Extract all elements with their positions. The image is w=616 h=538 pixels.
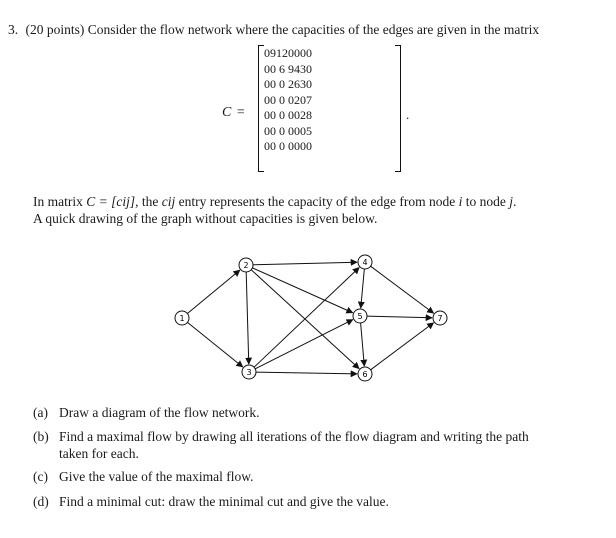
description-line-1: In matrix C = [cij], the cij entry represents the capacity of the edge from node i to node j. [33, 194, 517, 209]
matrix-cell: 9 [288, 61, 294, 76]
matrix-cell: 0 [288, 139, 294, 153]
flow-network-graph [170, 246, 460, 386]
matrix-cell: 0 [279, 92, 285, 107]
matrix-end-period: . [406, 107, 410, 122]
part-a: (a) Draw a diagram of the flow network. [33, 405, 260, 420]
part-d: (d) Find a minimal cut: draw the minimal cut and give the value. [33, 494, 389, 509]
matrix-row [264, 46, 312, 62]
matrix-cell: 0 [264, 139, 270, 153]
edge-6-7 [371, 323, 434, 370]
node-label: 6 [362, 370, 368, 379]
matrix-cell: 0 [270, 108, 276, 122]
edge-5-6 [361, 323, 365, 366]
matrix-cell: 0 [300, 92, 306, 107]
matrix-cell: 0 [270, 77, 276, 91]
matrix-cell: 6 [279, 61, 285, 76]
matrix-cell: 0 [264, 108, 270, 122]
matrix-cell: 2 [288, 77, 294, 91]
edge-4-5 [361, 269, 365, 308]
matrix-cell: 0 [288, 108, 294, 122]
matrix-cell: 0 [300, 123, 306, 138]
matrix-cell: 0 [279, 77, 285, 91]
node-label: 2 [243, 261, 249, 270]
matrix-row [264, 139, 312, 155]
part-b: (b) Find a maximal flow by drawing all iterations of the flow diagram and writing the path taken for each. [33, 429, 529, 461]
matrix-cell: 0 [279, 108, 285, 122]
graph-edges [187, 262, 433, 374]
question-number: 3. [8, 22, 19, 37]
matrix-cell: 0 [288, 46, 294, 60]
edge-5-7 [367, 316, 432, 318]
matrix-cell: 0 [264, 61, 270, 76]
matrix-cell: 0 [264, 123, 270, 138]
matrix-cell: 0 [288, 92, 294, 107]
node-1 [175, 311, 189, 325]
node-4 [358, 255, 372, 269]
matrix-cell: 12 [276, 46, 288, 60]
question-header [8, 22, 539, 38]
matrix-cell: 0 [270, 139, 276, 153]
matrix-cell: 0 [270, 92, 276, 107]
matrix-cell: 0 [306, 77, 312, 91]
matrix-cell: 6 [294, 77, 300, 91]
edge-1-2 [187, 270, 239, 313]
matrix-cell: 0 [270, 61, 276, 76]
edge-2-4 [253, 262, 357, 265]
matrix-right-bracket [395, 45, 401, 172]
matrix-cell: 3 [300, 61, 306, 76]
matrix-row [264, 62, 312, 78]
matrix-cell: 0 [300, 46, 306, 60]
matrix-cell: 0 [279, 123, 285, 138]
matrix-cell: 0 [264, 92, 270, 107]
edge-3-4 [254, 268, 359, 368]
edge-3-5 [255, 320, 353, 369]
edge-4-7 [371, 266, 434, 313]
matrix-cell: 0 [306, 46, 312, 60]
node-6 [358, 367, 372, 381]
matrix-cell: 0 [279, 139, 285, 153]
graph-nodes [175, 255, 447, 381]
node-7 [433, 311, 447, 325]
node-label: 5 [357, 312, 363, 321]
matrix-cell: 0 [306, 139, 312, 153]
node-label: 7 [437, 314, 443, 323]
node-5 [353, 309, 367, 323]
question-text: (20 points) Consider the flow network where the capacities of the edges are given in the matrix [25, 22, 540, 37]
entry-symbol: cij [161, 194, 176, 209]
matrix-cell: 4 [294, 61, 300, 76]
matrix-cell: 0 [294, 46, 300, 60]
matrix-cell: 0 [294, 108, 300, 122]
matrix-row [264, 124, 312, 140]
matrix-formula: C = [cij] [86, 194, 136, 209]
matrix-row [264, 77, 312, 93]
matrix-cell: 2 [300, 108, 306, 122]
matrix-cell: 8 [306, 108, 312, 122]
matrix-row [264, 93, 312, 109]
matrix-cell: 2 [294, 92, 300, 107]
matrix-cell: 0 [300, 139, 306, 153]
node-label: 4 [362, 258, 368, 267]
matrix-row [264, 108, 312, 124]
node-label: 1 [179, 314, 185, 323]
edge-3-6 [256, 372, 357, 374]
matrix-label: C = [222, 105, 245, 120]
edge-1-3 [187, 322, 242, 367]
matrix-grid [264, 46, 312, 155]
node-label: 3 [246, 368, 252, 377]
part-c: (c) Give the value of the maximal flow. [33, 469, 254, 484]
matrix-cell: 0 [264, 77, 270, 91]
matrix-cell: 0 [264, 46, 270, 60]
matrix-cell: 0 [306, 61, 312, 76]
matrix-cell: 0 [294, 139, 300, 153]
matrix-cell: 0 [288, 123, 294, 138]
matrix-cell: 0 [270, 123, 276, 138]
matrix-cell: 9 [270, 46, 276, 60]
edge-2-5 [252, 268, 352, 313]
edge-2-3 [246, 272, 249, 364]
description-line-2: A quick drawing of the graph without capacities is given below. [33, 211, 378, 226]
node-2 [239, 258, 253, 272]
part-b-continuation: taken for each. [59, 446, 139, 461]
matrix-cell: 3 [300, 77, 306, 91]
matrix-cell: 7 [306, 92, 312, 107]
matrix-cell: 0 [294, 123, 300, 138]
node-3 [242, 365, 256, 379]
matrix-cell: 5 [306, 123, 312, 138]
